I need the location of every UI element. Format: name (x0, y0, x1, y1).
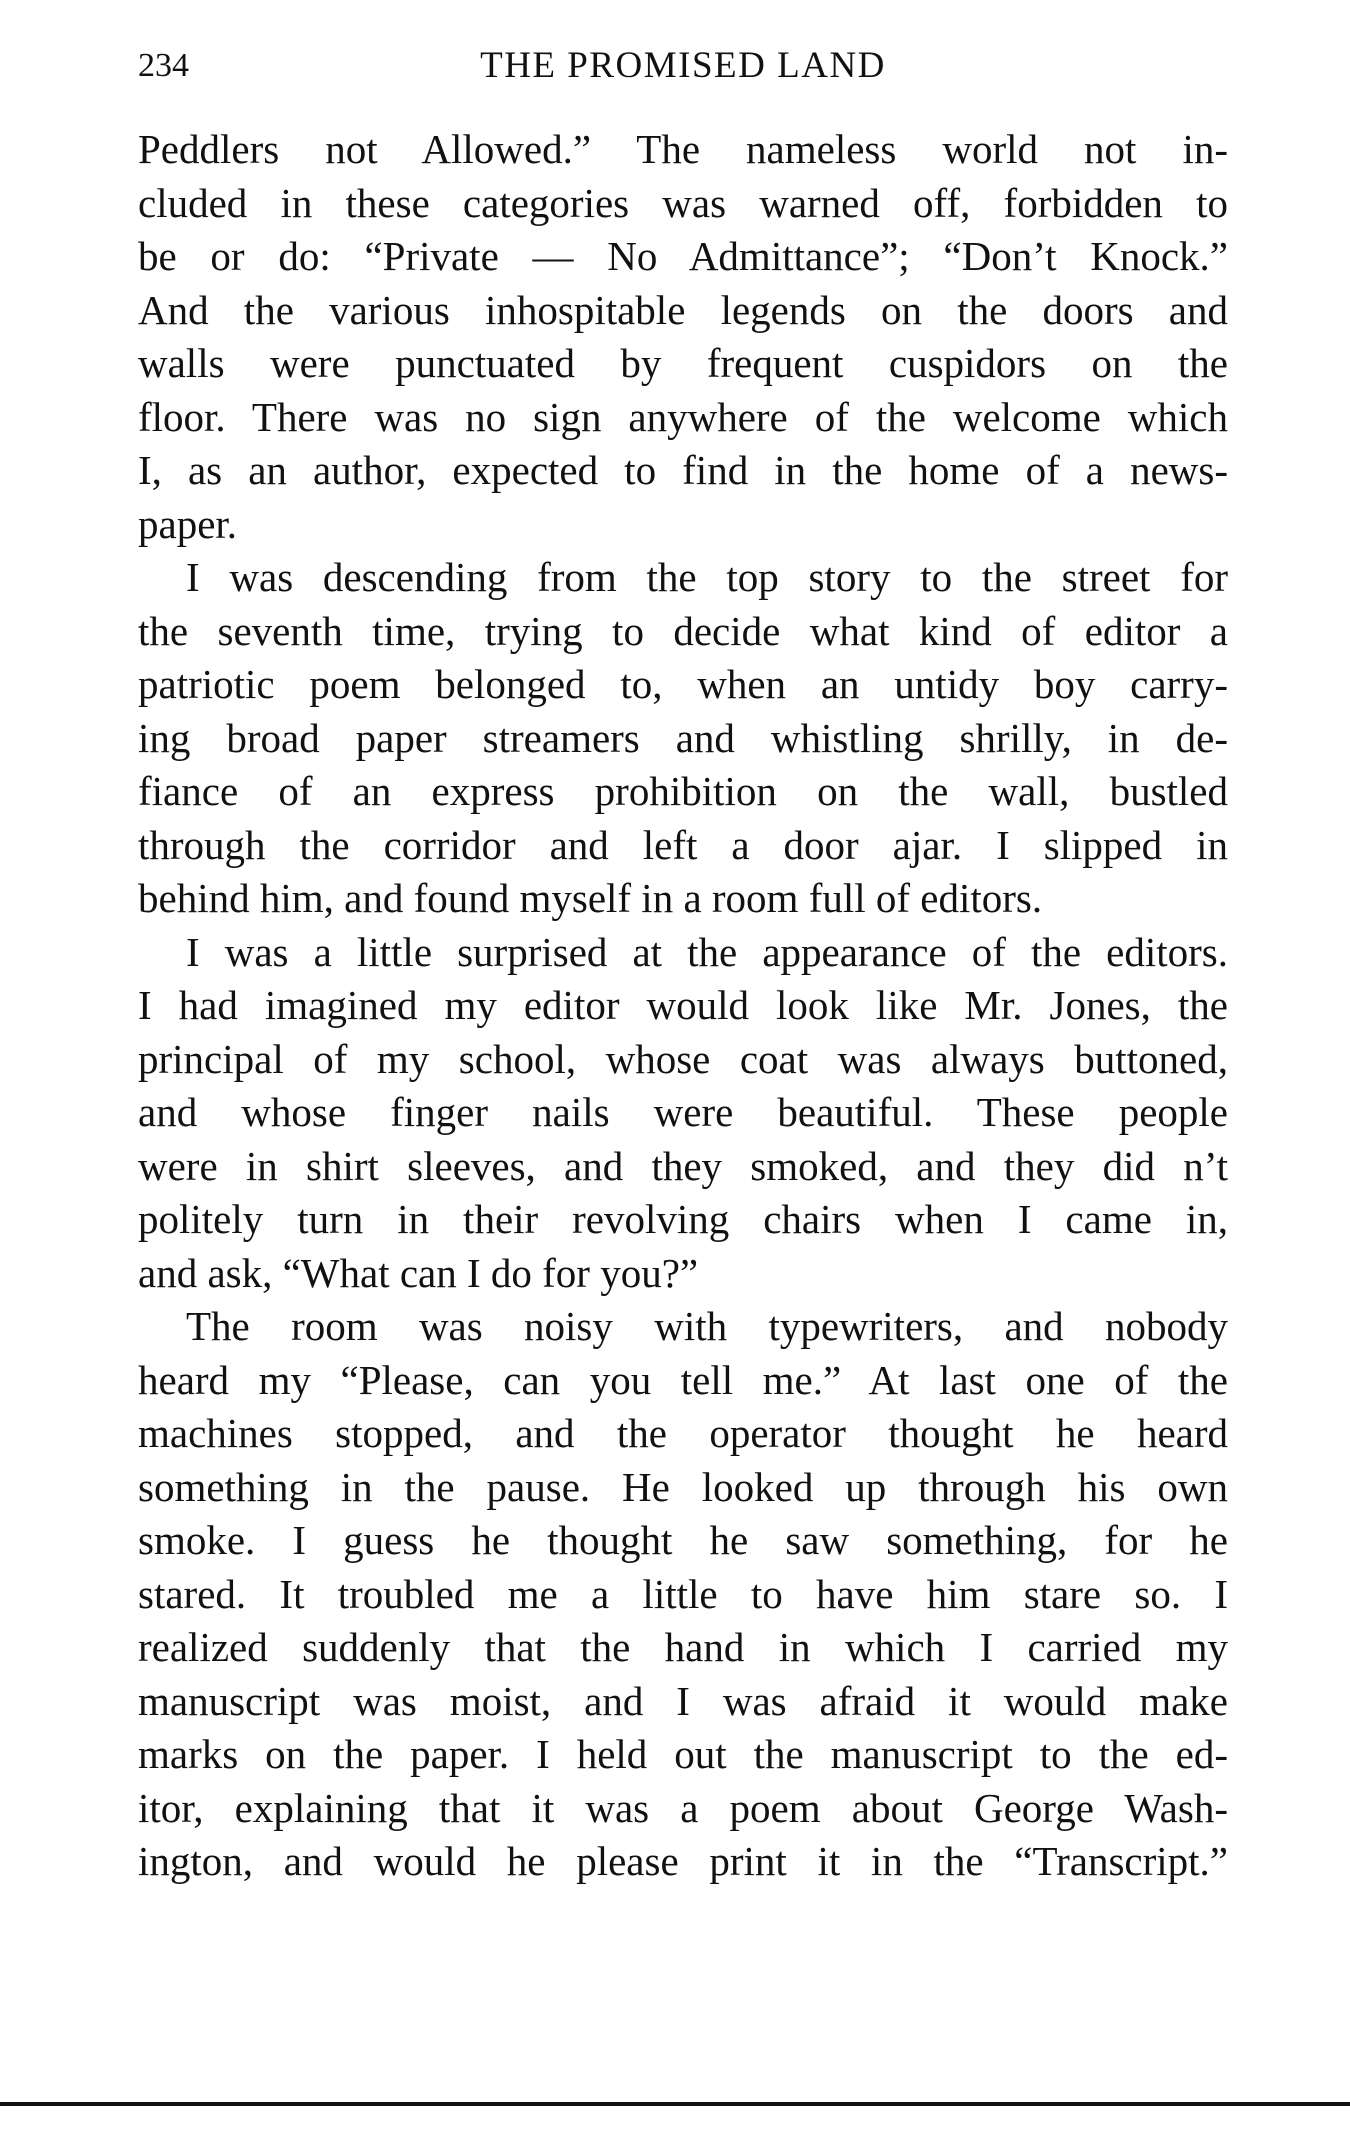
text-line: patriotic poem belonged to, when an untidy boy carry- (138, 661, 1228, 707)
text-line: realized suddenly that the hand in which I carried my (138, 1624, 1228, 1670)
text-line: machines stopped, and the operator thought he heard (138, 1410, 1228, 1456)
text-line: cluded in these categories was warned off, forbidden to (138, 179, 1228, 226)
text-line: and whose finger nails were beautiful. These people (138, 1089, 1228, 1135)
text-line: Peddlers not Allowed.” The nameless world not in- (138, 126, 1228, 172)
body-text (138, 123, 1228, 1889)
text-line: I had imagined my editor would look like Mr. Jones, the (138, 982, 1228, 1028)
text-line: paper. (138, 500, 238, 547)
text-line: stared. It troubled me a little to have him stare so. I (138, 1570, 1228, 1617)
text-line: manuscript was moist, and I was afraid it would make (138, 1677, 1228, 1724)
text-line: fiance of an express prohibition on the wall, bustled (138, 768, 1228, 814)
bottom-rule (0, 2102, 1350, 2106)
page-header (138, 40, 1228, 92)
text-line: walls were punctuated by frequent cuspidors on the (138, 340, 1228, 386)
text-line: I was descending from the top story to the street for (186, 554, 1228, 600)
text-line: And the various inhospitable legends on the doors and (138, 286, 1228, 333)
text-line: principal of my school, whose coat was always buttoned, (138, 1035, 1228, 1082)
text-line: through the corridor and left a door ajar. I slipped in (138, 821, 1228, 868)
text-line: be or do: “Private — No Admittance”; “Don’t Knock.” (138, 233, 1228, 279)
text-line: something in the pause. He looked up through his own (138, 1463, 1228, 1510)
text-line: I was a little surprised at the appearance of the editors. (186, 928, 1228, 975)
text-line: ington, and would he please print it in the “Transcript.” (138, 1838, 1228, 1884)
text-line: and ask, “What can I do for you?” (138, 1249, 699, 1296)
running-head: THE PROMISED LAND (480, 45, 886, 86)
text-line: politely turn in their revolving chairs when I came in, (138, 1196, 1228, 1242)
page-number: 234 (138, 47, 189, 84)
text-line: itor, explaining that it was a poem about George Wash- (138, 1784, 1228, 1831)
text-line: marks on the paper. I held out the manuscript to the ed- (138, 1731, 1228, 1777)
text-line: The room was noisy with typewriters, and nobody (186, 1303, 1228, 1349)
text-line: the seventh time, trying to decide what kind of editor a (138, 607, 1228, 654)
text-line: were in shirt sleeves, and they smoked, and they did n’t (138, 1142, 1228, 1189)
text-line: heard my “Please, can you tell me.” At last one of the (138, 1356, 1228, 1403)
text-line: floor. There was no sign anywhere of the welcome which (138, 393, 1228, 440)
text-line: smoke. I guess he thought he saw something, for he (138, 1517, 1228, 1563)
text-line: I, as an author, expected to find in the home of a news- (138, 447, 1228, 493)
text-line: ing broad paper streamers and whistling shrilly, in de- (138, 714, 1228, 761)
text-line: behind him, and found myself in a room full of editors. (138, 875, 1043, 921)
